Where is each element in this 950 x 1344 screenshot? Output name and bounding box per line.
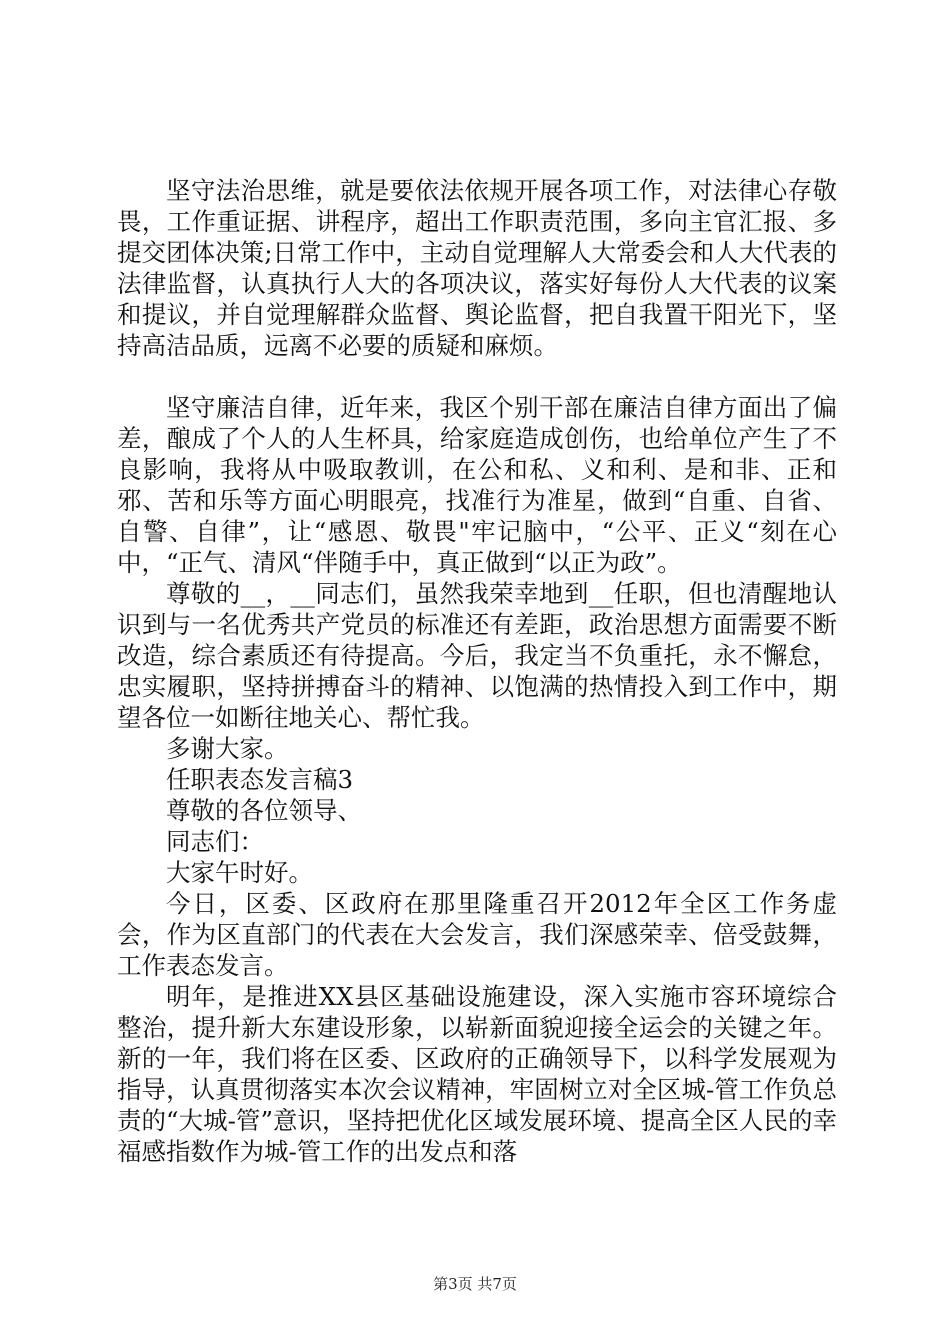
salutation-leaders: 尊敬的各位领导、	[166, 796, 362, 825]
paragraph-next-year: 明年，是推进XX县区基础设施建设，深入实施市容环境综合整治，提升新大东建设形象，以崭新面貌迎接全运会的关键之年。新的一年，我们将在区委、区政府的正确领导下，以科学发展观为指导，认真贯彻落实本次会议精神，牢固树立对全区城-管工作负总责的“大城-管”意识，坚持把优化区域发展环境、提高全区人民的幸福感指数作为城-管工作的出发点和落	[117, 982, 837, 1166]
page-number-footer: 第3页 共7页	[433, 1275, 517, 1293]
greeting: 大家午时好。	[166, 858, 313, 887]
section-heading: 任职表态发言稿3	[166, 765, 354, 794]
paragraph-thanks: 多谢大家。	[166, 734, 289, 763]
paragraph-rule-of-law: 坚守法治思维，就是要依法依规开展各项工作，对法律心存敬畏，工作重证据、讲程序，超出工作职责范围，多向主官汇报、多提交团体决策;日常工作中，主动自觉理解人大常委会和人大代表的法律监督，认真执行人大的各项决议，落实好每份人大代表的议案和提议，并自觉理解群众监督、舆论监督，把自我置干阳光下，坚持高洁品质，远离不必要的质疑和麻烦。	[117, 176, 837, 360]
paragraph-integrity: 坚守廉洁自律，近年来，我区个别干部在廉洁自律方面出了偏差，酿成了个人的人生杯具，给家庭造成创伤，也给单位产生了不良影响，我将从中吸取教训，在公和私、义和利、是和非、正和邪、苦和乐等方面心明眼亮，找准行为准星，做到“自重、自省、自警、自律”，让“感恩、敬畏"牢记脑中，“公平、正义“刻在心中，“正气、清风“伴随手中，真正做到“以正为政”。	[117, 393, 837, 577]
document-body	[117, 175, 837, 1167]
salutation-comrades: 同志们：	[166, 827, 264, 856]
paragraph-respected-comrades: 尊敬的__，__同志们，虽然我荣幸地到__任职，但也清醒地认识到与一名优秀共产党员的标准还有差距，政治思想方面需要不断改造，综合素质还有待提高。今后，我定当不负重托，永不懈怠，忠实履职，坚持拼搏奋斗的精神、以饱满的热情投入到工作中，期望各位一如断往地关心、帮忙我。	[117, 579, 837, 732]
paragraph-meeting: 今日，区委、区政府在那里隆重召开2012年全区工作务虚会，作为区直部门的代表在大会发言，我们深感荣幸、倍受鼓舞，工作表态发言。	[117, 889, 837, 980]
